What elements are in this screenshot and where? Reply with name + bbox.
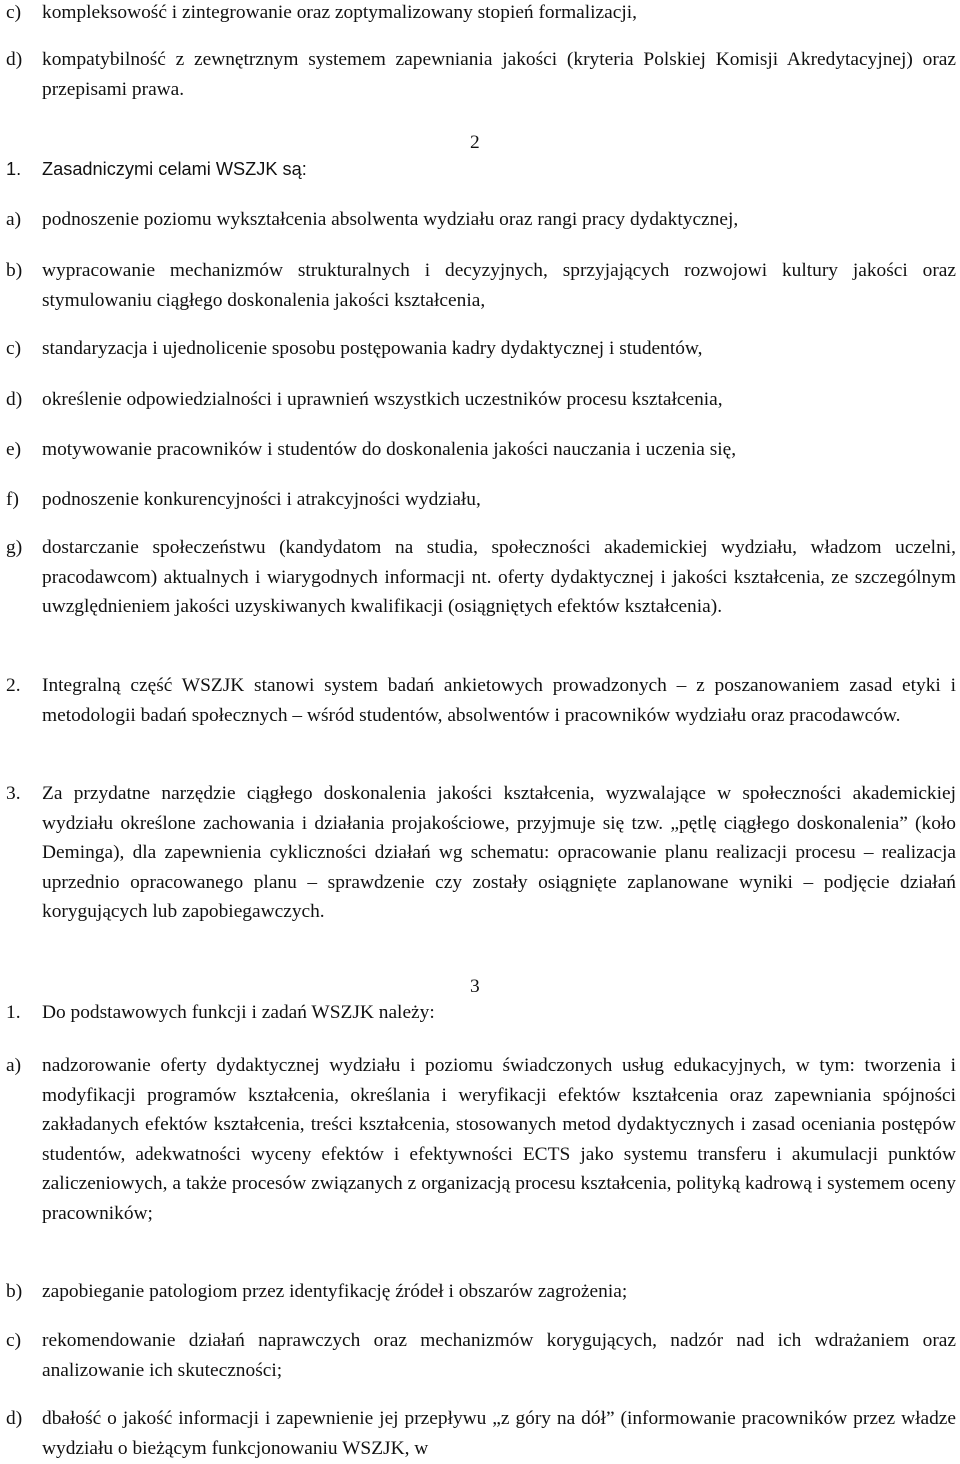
item-text: Do podstawowych funkcji i zadań WSZJK należy: — [42, 1002, 435, 1023]
item-text: podnoszenie konkurencyjności i atrakcyjności wydziału, — [42, 489, 481, 510]
list-item — [6, 334, 956, 364]
list-item — [6, 779, 956, 927]
item-text: kompleksowość i zintegrowanie oraz zoptymalizowany stopień formalizacji, — [42, 2, 637, 23]
list-item — [6, 205, 956, 235]
item-label: 2. — [6, 675, 21, 696]
item-text: określenie odpowiedzialności i uprawnień wszystkich uczestników procesu kształcenia, — [42, 389, 723, 410]
list-item — [6, 1326, 956, 1385]
list-item — [6, 1277, 956, 1307]
item-text: Zasadniczymi celami WSZJK są: — [42, 159, 307, 179]
list-item — [6, 435, 956, 465]
item-label: 1. — [6, 159, 22, 179]
list-item — [6, 533, 956, 622]
item-text: nadzorowanie oferty dydaktycznej wydziału i poziomu świadczonych usług edukacyjnych, w tym: tworzenia i modyfikacji programów kształcenia, określania i weryfikacji efektów kształcenia oraz zapewniania spójności zakładanych efektów kształcenia, treści kształcenia, stosowanych metod dydaktycznych i zasad oceniania postępów studentów, adekwatności wyceny efektów i efektywności ECTS jako systemu transferu i akumulacji punktów zaliczeniowych, a także procesów związanych z organizacją procesu kształcenia, polityką kadrową i systemem oceny pracowników; — [42, 1055, 956, 1224]
item-label: e) — [6, 439, 22, 460]
item-text: dostarczanie społeczeństwu (kandydatom na studia, społeczności akademickiej wydziału, władzom uczelni, pracodawcom) aktualnych i wiarygodnych informacji nt. oferty dydaktycznej i jakości kształcenia, ze szczególnym uwzględnieniem jakości uzyskiwanych kwalifikacji (osiągniętych efektów kształcenia). — [42, 537, 956, 617]
item-text: wypracowanie mechanizmów strukturalnych i decyzyjnych, sprzyjających rozwojowi kultury jakości oraz stymulowaniu ciągłego doskonalenia jakości kształcenia, — [42, 260, 956, 311]
section-number: 2 — [470, 132, 480, 153]
item-label: b) — [6, 260, 23, 281]
item-label: 1. — [6, 1002, 21, 1023]
item-label: d) — [6, 49, 23, 70]
list-item — [6, 45, 956, 104]
item-text: zapobieganie patologiom przez identyfikację źródeł i obszarów zagrożenia; — [42, 1281, 628, 1302]
item-text: kompatybilność z zewnętrznym systemem zapewniania jakości (kryteria Polskiej Komisji Akredytacyjnej) oraz przepisami prawa. — [42, 49, 956, 100]
list-item — [6, 256, 956, 315]
list-item — [6, 155, 956, 185]
list-item — [6, 1404, 956, 1463]
item-label: 3. — [6, 783, 21, 804]
list-item — [6, 0, 956, 28]
item-label: c) — [6, 338, 22, 359]
item-label: b) — [6, 1281, 23, 1302]
list-item — [6, 1051, 956, 1228]
list-item — [6, 485, 956, 515]
item-text: Integralną część WSZJK stanowi system badań ankietowych prowadzonych – z poszanowaniem zasad etyki i metodologii badań społecznych – wśród studentów, absolwentów i pracowników wydziału oraz pracodawców. — [42, 675, 956, 726]
list-item — [6, 385, 956, 415]
item-label: c) — [6, 1330, 22, 1351]
item-label: d) — [6, 389, 23, 410]
item-label: g) — [6, 537, 23, 558]
item-label: a) — [6, 1055, 22, 1076]
item-text: motywowanie pracowników i studentów do doskonalenia jakości nauczania i uczenia się, — [42, 439, 737, 460]
item-text: standaryzacja i ujednolicenie sposobu postępowania kadry dydaktycznej i studentów, — [42, 338, 703, 359]
item-text: rekomendowanie działań naprawczych oraz mechanizmów korygujących, nadzór nad ich wdrażaniem oraz analizowanie ich skuteczności; — [42, 1330, 956, 1381]
item-label: a) — [6, 209, 22, 230]
list-item — [6, 671, 956, 730]
item-label: d) — [6, 1408, 23, 1429]
item-label: f) — [6, 489, 19, 510]
item-text: dbałość o jakość informacji i zapewnienie jej przepływu „z góry na dół” (informowanie pracowników przez władze wydziału o bieżącym funkcjonowaniu WSZJK, w — [42, 1408, 956, 1459]
item-text: Za przydatne narzędzie ciągłego doskonalenia jakości kształcenia, wyzwalające w społeczności akademickiej wydziału określone zachowania i działania projakościowe, przyjmuje się tzw. „pętlę ciągłego doskonalenia” (koło Deminga), dla zapewnienia cykliczności działań wg schematu: opracowanie planu realizacji procesu – realizacja uprzednio opracowanego planu – sprawdzenie czy zostały osiągnięte zaplanowane wyniki – podjęcie działań korygujących lub zapobiegawczych. — [42, 783, 956, 922]
item-label: c) — [6, 2, 22, 23]
list-item — [6, 998, 956, 1028]
section-number: 3 — [470, 976, 480, 997]
item-text: podnoszenie poziomu wykształcenia absolwenta wydziału oraz rangi pracy dydaktycznej, — [42, 209, 739, 230]
